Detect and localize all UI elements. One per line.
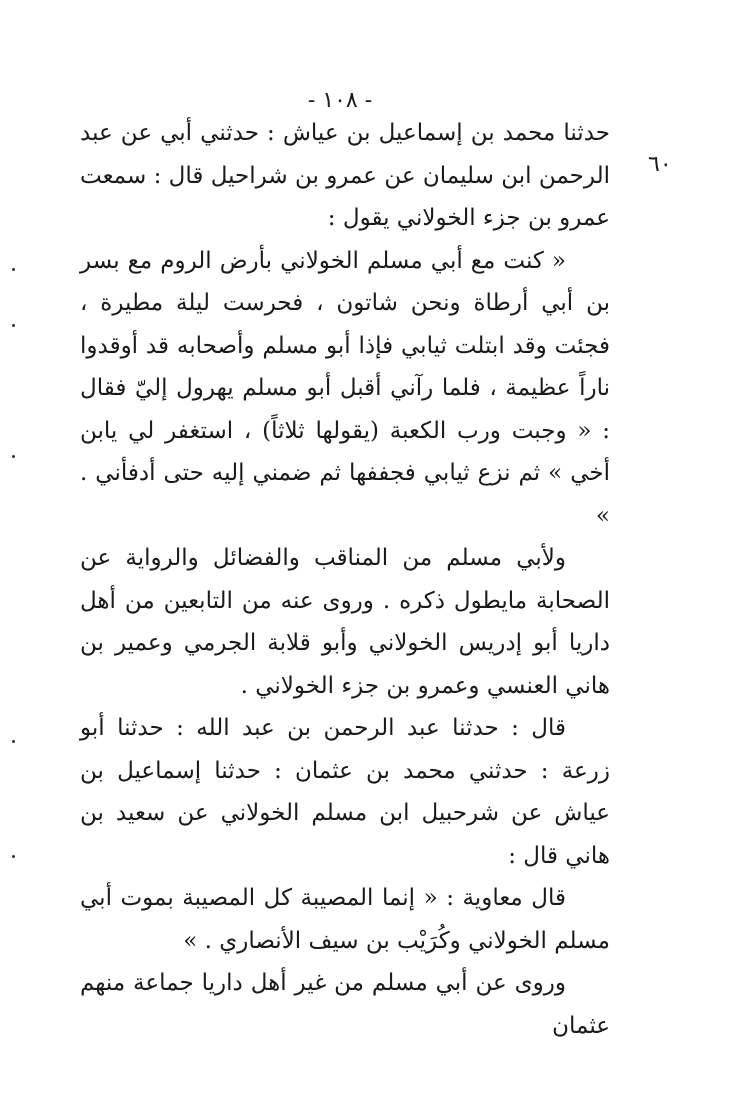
scan-speck	[12, 324, 15, 327]
paragraph-narrators: وروى عن أبي مسلم من غير أهل داريا جماعة منهم عثمان	[80, 970, 610, 1039]
paragraph-muawiya: قال معاوية : « إنما المصيبة كل المصيبة بموت أبي مسلم الخولاني وكُرَيْب بن سيف الأنصاري . »	[80, 885, 610, 954]
page-number: - ١٠٨ -	[307, 88, 373, 113]
paragraph-quote: « كنت مع أبي مسلم الخولاني بأرض الروم مع بسر بن أبي أرطاة ونحن شاتون ، فحرست ليلة مطيرة ، فجئت وقد ابتلت ثيابي فإذا أبو مسلم وأصحابه قد أوقدوا ناراً عظيمة ، فلما رآني أقبل أبو مسلم يهرول إليّ فقال : « وجبت ورب الكعبة (يقولها ثلاثاً) ، استغفر لي يابن أخي » ثم نزع ثيابي فجففها ثم ضمني إليه حتى أدفأني . »	[80, 247, 610, 529]
body-text	[80, 112, 610, 1047]
scan-speck	[12, 740, 15, 743]
paragraph-virtues: ولأبي مسلم من المناقب والفضائل والرواية عن الصحابة مايطول ذكره . وروى عنه من التابعين من أهل داريا أبو إدريس الخولاني وأبو قلابة الجرمي وعمير بن هاني العنسي وعمرو بن جزء الخولاني .	[80, 545, 610, 699]
scan-speck	[12, 855, 15, 858]
paragraph-isnad: حدثنا محمد بن إسماعيل بن عياش : حدثني أبي عن عبد الرحمن ابن سليمان عن عمرو بن شراحيل قال : سمعت عمرو بن جزء الخولاني يقول :	[80, 120, 610, 231]
scan-speck	[12, 268, 15, 271]
paragraph-isnad-2: قال : حدثنا عبد الرحمن بن عبد الله : حدثنا أبو زرعة : حدثني محمد بن عثمان : حدثنا إسماعيل بن عياش عن شرحبيل ابن مسلم الخولاني عن سعيد بن هاني قال :	[80, 715, 610, 869]
margin-number: ٦٠	[648, 152, 672, 177]
scan-speck	[12, 455, 15, 458]
